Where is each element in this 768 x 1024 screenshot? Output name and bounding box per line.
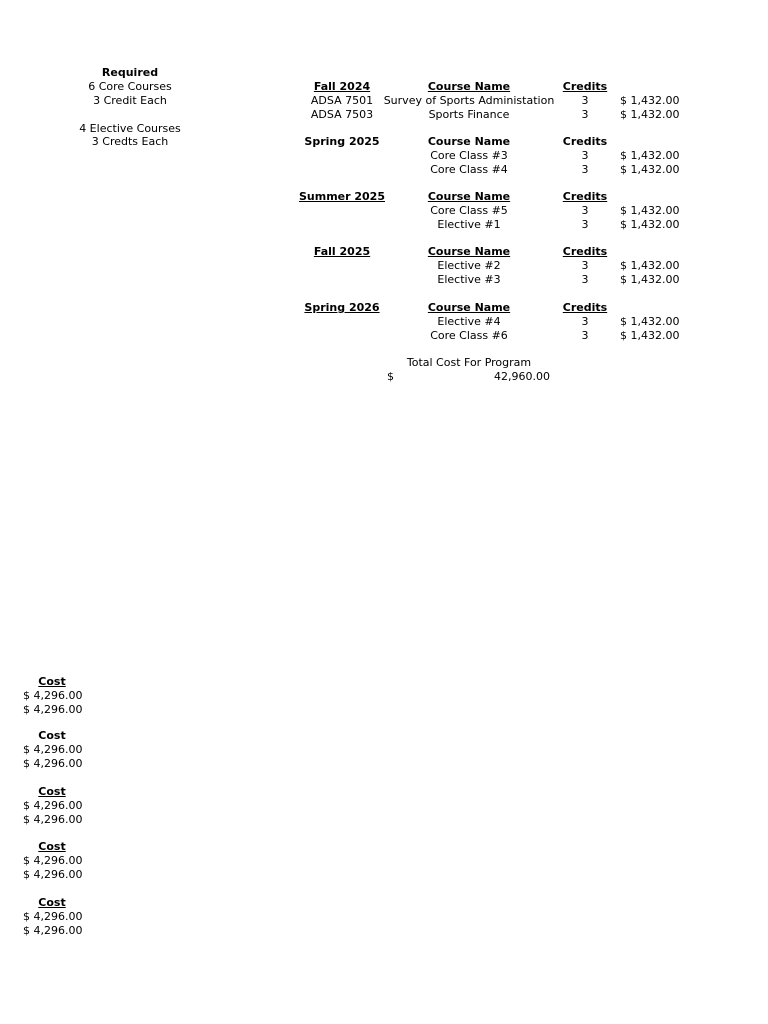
course-name: Core Class #4	[430, 163, 508, 176]
cost-value: $ 4,296.00	[23, 757, 83, 770]
core-credit-note: 3 Credit Each	[93, 94, 167, 107]
credits-header: Credits	[562, 301, 608, 314]
course-name: Sports Finance	[428, 108, 510, 121]
course-credits: 3	[581, 218, 589, 231]
cost-header: Cost	[38, 785, 66, 798]
course-name: Elective #2	[437, 259, 501, 272]
course-credits: 3	[581, 204, 589, 217]
course-cost: $ 1,432.00	[620, 259, 680, 272]
course-credits: 3	[581, 163, 589, 176]
total-currency-symbol: $	[387, 370, 394, 383]
cost-value: $ 4,296.00	[23, 799, 83, 812]
course-code: ADSA 7501	[310, 94, 374, 107]
course-cost: $ 1,432.00	[620, 94, 680, 107]
course-cost: $ 1,432.00	[620, 163, 680, 176]
total-label: Total Cost For Program	[406, 356, 532, 369]
course-name: Elective #1	[437, 218, 501, 231]
course-cost: $ 1,432.00	[620, 108, 680, 121]
cost-header: Cost	[38, 675, 66, 688]
cost-header: Cost	[38, 840, 66, 853]
core-course-count: 6 Core Courses	[88, 80, 172, 93]
cost-header: Cost	[38, 729, 66, 742]
course-name: Elective #4	[437, 315, 501, 328]
semester-term: Spring 2026	[304, 301, 380, 314]
credits-header: Credits	[562, 135, 608, 148]
course-credits: 3	[581, 259, 589, 272]
course-credits: 3	[581, 108, 589, 121]
course-cost: $ 1,432.00	[620, 218, 680, 231]
course-name-header: Course Name	[427, 245, 511, 258]
semester-term: Spring 2025	[304, 135, 380, 148]
course-credits: 3	[581, 329, 589, 342]
total-amount: 42,960.00	[494, 370, 550, 383]
credits-header: Credits	[562, 80, 608, 93]
course-name-header: Course Name	[427, 301, 511, 314]
course-name: Survey of Sports Administation	[383, 94, 555, 107]
course-credits: 3	[581, 315, 589, 328]
course-name-header: Course Name	[427, 190, 511, 203]
course-credits: 3	[581, 94, 589, 107]
course-credits: 3	[581, 149, 589, 162]
elective-credit-note: 3 Credts Each	[91, 135, 169, 148]
semester-term: Fall 2024	[313, 80, 371, 93]
semester-term: Summer 2025	[298, 190, 385, 203]
course-credits: 3	[581, 273, 589, 286]
course-cost: $ 1,432.00	[620, 329, 680, 342]
course-name-header: Course Name	[427, 80, 511, 93]
semester-term: Fall 2025	[313, 245, 371, 258]
course-name-header: Course Name	[427, 135, 511, 148]
cost-value: $ 4,296.00	[23, 924, 83, 937]
cost-value: $ 4,296.00	[23, 743, 83, 756]
credits-header: Credits	[562, 245, 608, 258]
course-name: Elective #3	[437, 273, 501, 286]
cost-header: Cost	[38, 896, 66, 909]
course-name: Core Class #5	[430, 204, 508, 217]
elective-course-count: 4 Elective Courses	[79, 122, 181, 135]
cost-value: $ 4,296.00	[23, 854, 83, 867]
cost-value: $ 4,296.00	[23, 868, 83, 881]
cost-value: $ 4,296.00	[23, 813, 83, 826]
course-cost: $ 1,432.00	[620, 204, 680, 217]
course-name: Core Class #3	[430, 149, 508, 162]
cost-value: $ 4,296.00	[23, 703, 83, 716]
requirements-heading: Required	[101, 66, 159, 79]
cost-value: $ 4,296.00	[23, 689, 83, 702]
cost-value: $ 4,296.00	[23, 910, 83, 923]
course-cost: $ 1,432.00	[620, 273, 680, 286]
course-cost: $ 1,432.00	[620, 149, 680, 162]
course-name: Core Class #6	[430, 329, 508, 342]
course-cost: $ 1,432.00	[620, 315, 680, 328]
credits-header: Credits	[562, 190, 608, 203]
course-code: ADSA 7503	[310, 108, 374, 121]
